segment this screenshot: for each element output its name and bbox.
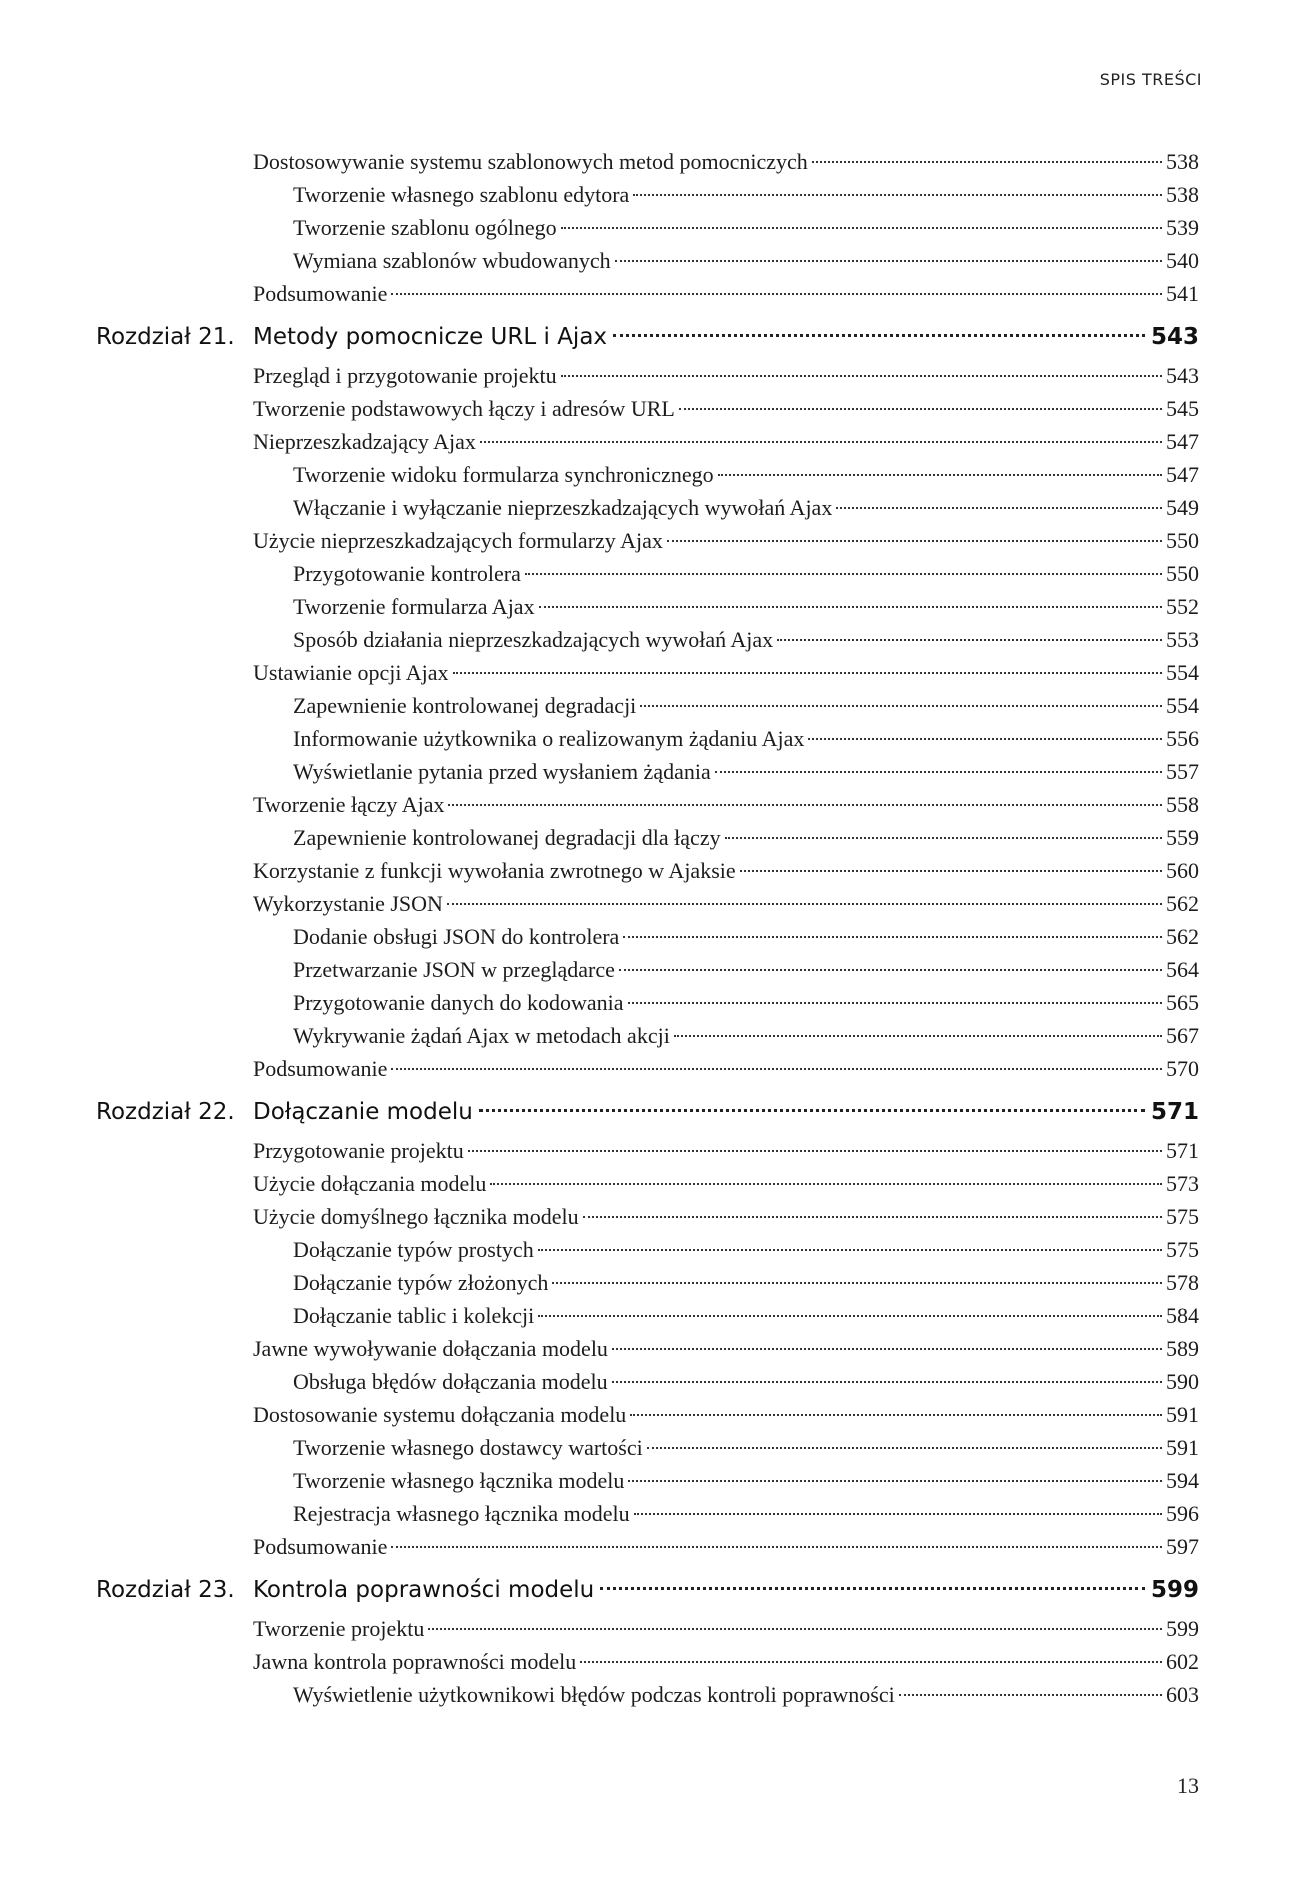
entry-page: 541 xyxy=(1166,281,1199,306)
entry-page: 603 xyxy=(1166,1682,1199,1707)
toc-subentry xyxy=(0,1233,1292,1266)
toc-entry xyxy=(0,392,1292,425)
entry-title[interactable]: Przygotowanie kontrolera xyxy=(293,561,521,586)
entry-title[interactable]: Tworzenie łączy Ajax xyxy=(253,792,445,817)
dot-leader xyxy=(468,1150,1162,1152)
dot-leader xyxy=(718,474,1162,476)
entry-title[interactable]: Obsługa błędów dołączania modelu xyxy=(293,1369,608,1394)
dot-leader xyxy=(580,1661,1162,1663)
dot-leader xyxy=(615,260,1162,262)
dot-leader xyxy=(628,1480,1162,1482)
dot-leader xyxy=(619,969,1162,971)
entry-title[interactable]: Włączanie i wyłączanie nieprzeszkadzających wywołań Ajax xyxy=(293,495,833,520)
dot-leader xyxy=(391,293,1162,295)
entry-page: 547 xyxy=(1166,429,1199,454)
dot-leader xyxy=(583,1216,1162,1218)
entry-page: 558 xyxy=(1166,792,1199,817)
toc-subentry xyxy=(0,689,1292,722)
entry-page: 549 xyxy=(1166,495,1199,520)
entry-title[interactable]: Dodanie obsługi JSON do kontrolera xyxy=(293,924,620,949)
entry-page: 570 xyxy=(1166,1056,1199,1081)
toc-subentry xyxy=(0,178,1292,211)
toc-entry xyxy=(0,1134,1292,1167)
entry-title[interactable]: Użycie domyślnego łącznika modelu xyxy=(253,1204,579,1229)
entry-page: 550 xyxy=(1166,561,1199,586)
entry-title[interactable]: Przygotowanie danych do kodowania xyxy=(293,990,624,1015)
dot-leader xyxy=(490,1183,1162,1185)
entry-title[interactable]: Tworzenie własnego szablonu edytora xyxy=(293,182,630,207)
entry-title[interactable]: Tworzenie formularza Ajax xyxy=(293,594,535,619)
chapter-title[interactable]: Dołączanie modelu xyxy=(253,1099,473,1125)
toc-subentry xyxy=(0,821,1292,854)
entry-page: 575 xyxy=(1166,1237,1199,1262)
toc-subentry xyxy=(0,920,1292,953)
entry-title[interactable]: Wyświetlanie pytania przed wysłaniem żądania xyxy=(293,759,711,784)
dot-leader xyxy=(480,441,1162,443)
entry-page: 543 xyxy=(1166,363,1199,388)
entry-page: 567 xyxy=(1166,1023,1199,1048)
entry-title[interactable]: Sposób działania nieprzeszkadzających wywołań Ajax xyxy=(293,627,774,652)
toc-entry xyxy=(0,1645,1292,1678)
dot-leader xyxy=(538,1315,1162,1317)
dot-leader xyxy=(391,1546,1162,1548)
entry-title[interactable]: Tworzenie własnego dostawcy wartości xyxy=(293,1435,643,1460)
toc-subentry xyxy=(0,590,1292,623)
entry-title[interactable]: Przegląd i przygotowanie projektu xyxy=(253,363,557,388)
entry-title[interactable]: Dołączanie tablic i kolekcji xyxy=(293,1303,535,1328)
entry-page: 589 xyxy=(1166,1336,1199,1361)
dot-leader xyxy=(740,870,1162,872)
chapter-heading xyxy=(0,316,1292,359)
entry-page: 562 xyxy=(1166,891,1199,916)
toc-subentry xyxy=(0,244,1292,277)
toc-subentry xyxy=(0,1365,1292,1398)
toc-subentry xyxy=(0,1019,1292,1052)
toc-entry xyxy=(0,145,1292,178)
entry-page: 559 xyxy=(1166,825,1199,850)
toc-subentry xyxy=(0,1299,1292,1332)
toc-entry xyxy=(0,277,1292,310)
dot-leader xyxy=(561,375,1162,377)
entry-page: 554 xyxy=(1166,693,1199,718)
entry-title[interactable]: Dostosowywanie systemu szablonowych metod pomocniczych xyxy=(253,149,808,174)
toc-subentry xyxy=(0,1497,1292,1530)
dot-leader xyxy=(428,1628,1162,1630)
entry-title[interactable]: Podsumowanie xyxy=(253,281,388,306)
entry-title[interactable]: Podsumowanie xyxy=(253,1534,388,1559)
dot-leader xyxy=(836,507,1162,509)
toc-subentry xyxy=(0,755,1292,788)
entry-title[interactable]: Tworzenie widoku formularza synchronicznego xyxy=(293,462,714,487)
chapter-title[interactable]: Kontrola poprawności modelu xyxy=(253,1577,595,1603)
entry-title[interactable]: Wykrywanie żądań Ajax w metodach akcji xyxy=(293,1023,670,1048)
entry-title[interactable]: Korzystanie z funkcji wywołania zwrotnego w Ajaksie xyxy=(253,858,736,883)
toc-entry xyxy=(0,359,1292,392)
chapter-page: 599 xyxy=(1150,1577,1199,1603)
entry-page: 550 xyxy=(1166,528,1199,553)
entry-title[interactable]: Nieprzeszkadzający Ajax xyxy=(253,429,476,454)
dot-leader xyxy=(899,1694,1162,1696)
toc-entry xyxy=(0,656,1292,689)
entry-title[interactable]: Ustawianie opcji Ajax xyxy=(253,660,449,685)
running-header: SPIS TREŚCI xyxy=(1099,70,1202,89)
entry-title[interactable]: Przetwarzanie JSON w przeglądarce xyxy=(293,957,615,982)
entry-title[interactable]: Jawna kontrola poprawności modelu xyxy=(253,1649,577,1674)
chapter-heading xyxy=(0,1091,1292,1134)
dot-leader xyxy=(808,738,1162,740)
entry-title[interactable]: Tworzenie projektu xyxy=(253,1616,425,1641)
dot-leader xyxy=(679,408,1162,410)
entry-title[interactable]: Rejestracja własnego łącznika modelu xyxy=(293,1501,630,1526)
toc-subentry xyxy=(0,953,1292,986)
chapter-label: Rozdział 23. xyxy=(96,1577,235,1603)
dot-leader xyxy=(715,771,1162,773)
entry-page: 573 xyxy=(1166,1171,1199,1196)
entry-page: 552 xyxy=(1166,594,1199,619)
dot-leader xyxy=(391,1068,1162,1070)
dot-leader xyxy=(612,1381,1162,1383)
chapter-title[interactable]: Metody pomocnicze URL i Ajax xyxy=(253,324,608,350)
entry-page: 571 xyxy=(1166,1138,1199,1163)
entry-title[interactable]: Tworzenie podstawowych łączy i adresów URL xyxy=(253,396,675,421)
entry-title[interactable]: Wykorzystanie JSON xyxy=(253,891,443,916)
entry-page: 557 xyxy=(1166,759,1199,784)
toc-entry xyxy=(0,1612,1292,1645)
entry-page: 538 xyxy=(1166,182,1199,207)
entry-title[interactable]: Zapewnienie kontrolowanej degradacji dla łączy xyxy=(293,825,721,850)
entry-title[interactable]: Informowanie użytkownika o realizowanym żądaniu Ajax xyxy=(293,726,805,751)
page-number: 13 xyxy=(1177,1773,1199,1798)
dot-leader xyxy=(538,1249,1162,1251)
toc-entry xyxy=(0,1052,1292,1085)
toc-entry xyxy=(0,1167,1292,1200)
chapter-label: Rozdział 22. xyxy=(96,1099,235,1125)
chapter-label: Rozdział 21. xyxy=(96,324,235,350)
entry-title[interactable]: Tworzenie własnego łącznika modelu xyxy=(293,1468,625,1493)
toc-subentry xyxy=(0,491,1292,524)
dot-leader xyxy=(613,334,1145,337)
entry-title[interactable]: Użycie dołączania modelu xyxy=(253,1171,487,1196)
entry-title[interactable]: Przygotowanie projektu xyxy=(253,1138,464,1163)
toc-entry xyxy=(0,425,1292,458)
dot-leader xyxy=(600,1587,1145,1590)
dot-leader xyxy=(539,606,1162,608)
entry-page: 562 xyxy=(1166,924,1199,949)
toc-subentry xyxy=(0,458,1292,491)
toc-subentry xyxy=(0,1431,1292,1464)
toc-entry xyxy=(0,1200,1292,1233)
dot-leader xyxy=(552,1282,1162,1284)
dot-leader xyxy=(623,936,1162,938)
dot-leader xyxy=(667,540,1162,542)
entry-title[interactable]: Wymiana szablonów wbudowanych xyxy=(293,248,611,273)
dot-leader xyxy=(633,194,1162,196)
entry-title[interactable]: Dołączanie typów złożonych xyxy=(293,1270,549,1295)
table-of-contents xyxy=(0,145,1292,1711)
entry-title[interactable]: Tworzenie szablonu ogólnego xyxy=(293,215,557,240)
entry-page: 539 xyxy=(1166,215,1199,240)
toc-subentry xyxy=(0,211,1292,244)
entry-page: 560 xyxy=(1166,858,1199,883)
dot-leader xyxy=(612,1348,1162,1350)
entry-page: 545 xyxy=(1166,396,1199,421)
toc-subentry xyxy=(0,722,1292,755)
toc-subentry xyxy=(0,1678,1292,1711)
toc-entry xyxy=(0,1530,1292,1563)
dot-leader xyxy=(479,1109,1145,1112)
dot-leader xyxy=(447,903,1162,905)
entry-page: 594 xyxy=(1166,1468,1199,1493)
dot-leader xyxy=(640,705,1162,707)
dot-leader xyxy=(812,161,1162,163)
toc-entry xyxy=(0,1398,1292,1431)
toc-entry xyxy=(0,788,1292,821)
toc-subentry xyxy=(0,1464,1292,1497)
entry-page: 575 xyxy=(1166,1204,1199,1229)
entry-title[interactable]: Użycie nieprzeszkadzających formularzy Ajax xyxy=(253,528,663,553)
entry-page: 591 xyxy=(1166,1435,1199,1460)
dot-leader xyxy=(674,1035,1162,1037)
toc-entry xyxy=(0,1332,1292,1365)
entry-title[interactable]: Dostosowanie systemu dołączania modelu xyxy=(253,1402,627,1427)
dot-leader xyxy=(453,672,1162,674)
dot-leader xyxy=(628,1002,1162,1004)
entry-title[interactable]: Zapewnienie kontrolowanej degradacji xyxy=(293,693,637,718)
entry-page: 584 xyxy=(1166,1303,1199,1328)
entry-page: 591 xyxy=(1166,1402,1199,1427)
entry-title[interactable]: Dołączanie typów prostych xyxy=(293,1237,534,1262)
toc-subentry xyxy=(0,623,1292,656)
entry-page: 540 xyxy=(1166,248,1199,273)
dot-leader xyxy=(725,837,1162,839)
entry-page: 564 xyxy=(1166,957,1199,982)
entry-page: 553 xyxy=(1166,627,1199,652)
entry-title[interactable]: Podsumowanie xyxy=(253,1056,388,1081)
entry-page: 538 xyxy=(1166,149,1199,174)
dot-leader xyxy=(647,1447,1162,1449)
toc-entry xyxy=(0,854,1292,887)
entry-title[interactable]: Jawne wywoływanie dołączania modelu xyxy=(253,1336,608,1361)
toc-subentry xyxy=(0,986,1292,1019)
entry-page: 602 xyxy=(1166,1649,1199,1674)
toc-subentry xyxy=(0,557,1292,590)
chapter-heading xyxy=(0,1569,1292,1612)
entry-page: 590 xyxy=(1166,1369,1199,1394)
entry-page: 596 xyxy=(1166,1501,1199,1526)
dot-leader xyxy=(630,1414,1162,1416)
entry-page: 597 xyxy=(1166,1534,1199,1559)
chapter-page: 543 xyxy=(1150,324,1199,350)
dot-leader xyxy=(448,804,1162,806)
toc-subentry xyxy=(0,1266,1292,1299)
entry-page: 547 xyxy=(1166,462,1199,487)
toc-entry xyxy=(0,887,1292,920)
chapter-page: 571 xyxy=(1150,1099,1199,1125)
dot-leader xyxy=(561,227,1162,229)
entry-title[interactable]: Wyświetlenie użytkownikowi błędów podczas kontroli poprawności xyxy=(293,1682,895,1707)
toc-entry xyxy=(0,524,1292,557)
entry-page: 578 xyxy=(1166,1270,1199,1295)
dot-leader xyxy=(777,639,1162,641)
entry-page: 599 xyxy=(1166,1616,1199,1641)
dot-leader xyxy=(525,573,1162,575)
entry-page: 556 xyxy=(1166,726,1199,751)
dot-leader xyxy=(634,1513,1162,1515)
entry-page: 565 xyxy=(1166,990,1199,1015)
entry-page: 554 xyxy=(1166,660,1199,685)
